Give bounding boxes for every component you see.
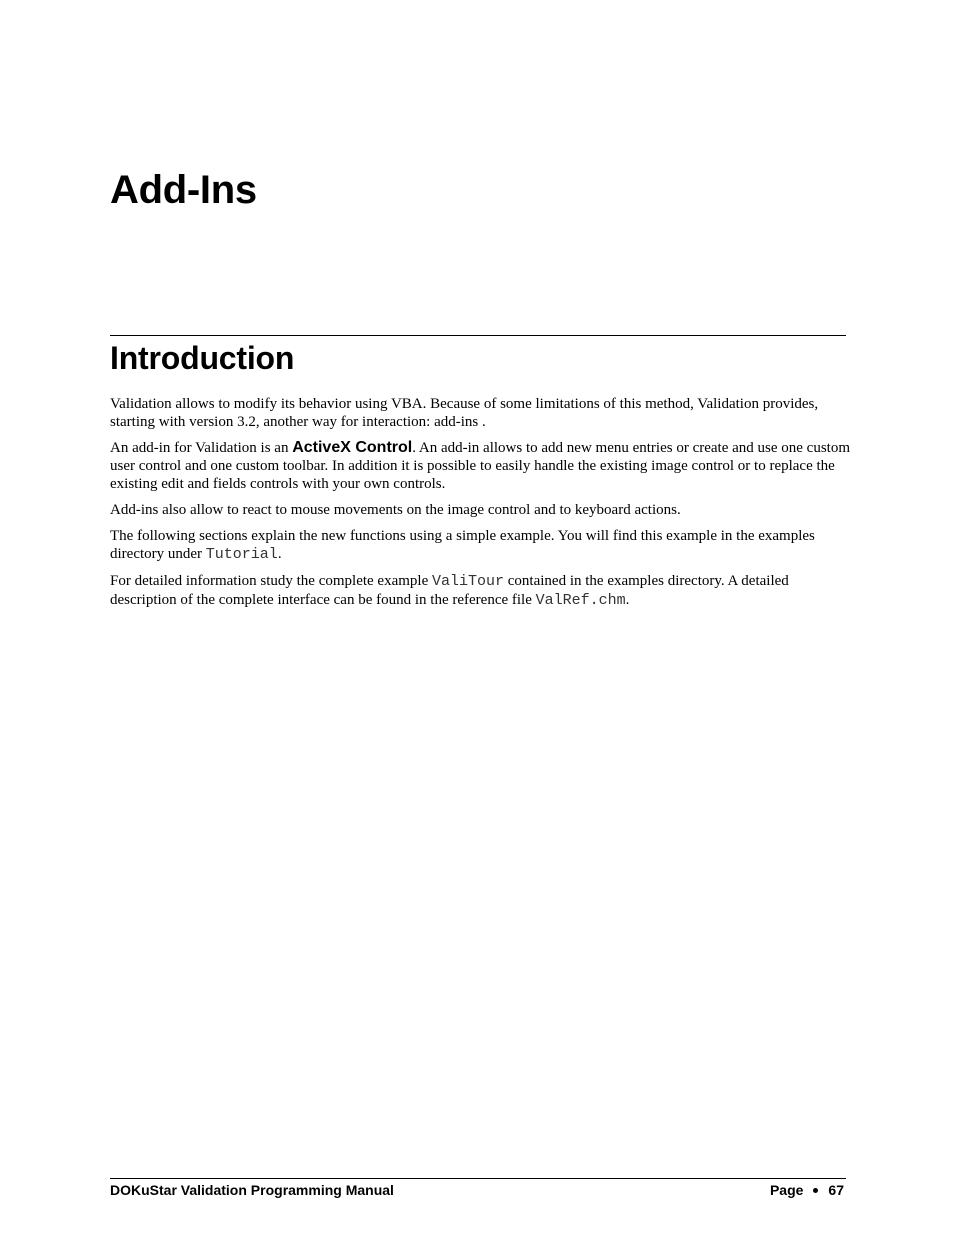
paragraph-3-text: Add-ins also allow to react to mouse movements on the image control and to keyboard actions. xyxy=(110,502,681,518)
paragraph-3 xyxy=(110,501,850,519)
page-number: 67 xyxy=(828,1182,844,1198)
paragraph-4-text-after: . xyxy=(277,546,282,562)
paragraph-4-text-before: The following sections explain the new functions using a simple example. You will find this example in the examples directory under xyxy=(110,528,815,562)
valref-code: ValRef.chm xyxy=(535,592,626,609)
section-divider xyxy=(110,335,846,336)
page-label: Page xyxy=(769,1182,804,1198)
paragraph-5-text-after: . xyxy=(625,592,630,608)
body-text xyxy=(110,395,850,618)
footer-divider xyxy=(110,1178,846,1179)
page-indicator xyxy=(770,1182,844,1199)
bullet-icon xyxy=(813,1188,818,1193)
page-footer xyxy=(110,1182,844,1199)
paragraph-5-text-middle: contained in the examples directory. A detailed description of the complete interface can be found in the reference file xyxy=(110,573,789,608)
paragraph-5 xyxy=(110,572,850,610)
paragraph-1 xyxy=(110,395,850,431)
section-title: Introduction xyxy=(110,340,295,376)
paragraph-4 xyxy=(110,527,850,564)
valitour-code: ValiTour xyxy=(432,573,505,590)
manual-title: DOKuStar Validation Programming Manual xyxy=(110,1182,394,1198)
paragraph-5-text-before: For detailed information study the complete example xyxy=(110,573,432,589)
paragraph-2-text-before: An add-in for Validation is an xyxy=(110,440,293,456)
paragraph-1-text: Validation allows to modify its behavior using VBA. Because of some limitations of this method, Validation provides, starting with version 3.2, another way for interaction: add-ins . xyxy=(110,396,819,430)
activex-control-term: ActiveX Control xyxy=(292,439,413,456)
paragraph-2-text-after: . An add-in allows to add new menu entries or create and use one custom user control and one custom toolbar. In addition it is possible to easily handle the existing image control or to replace the existing edit and fields controls with your own controls. xyxy=(110,440,851,492)
tutorial-code: Tutorial xyxy=(205,546,278,563)
chapter-title: Add-Ins xyxy=(110,168,257,212)
paragraph-2 xyxy=(110,439,850,493)
